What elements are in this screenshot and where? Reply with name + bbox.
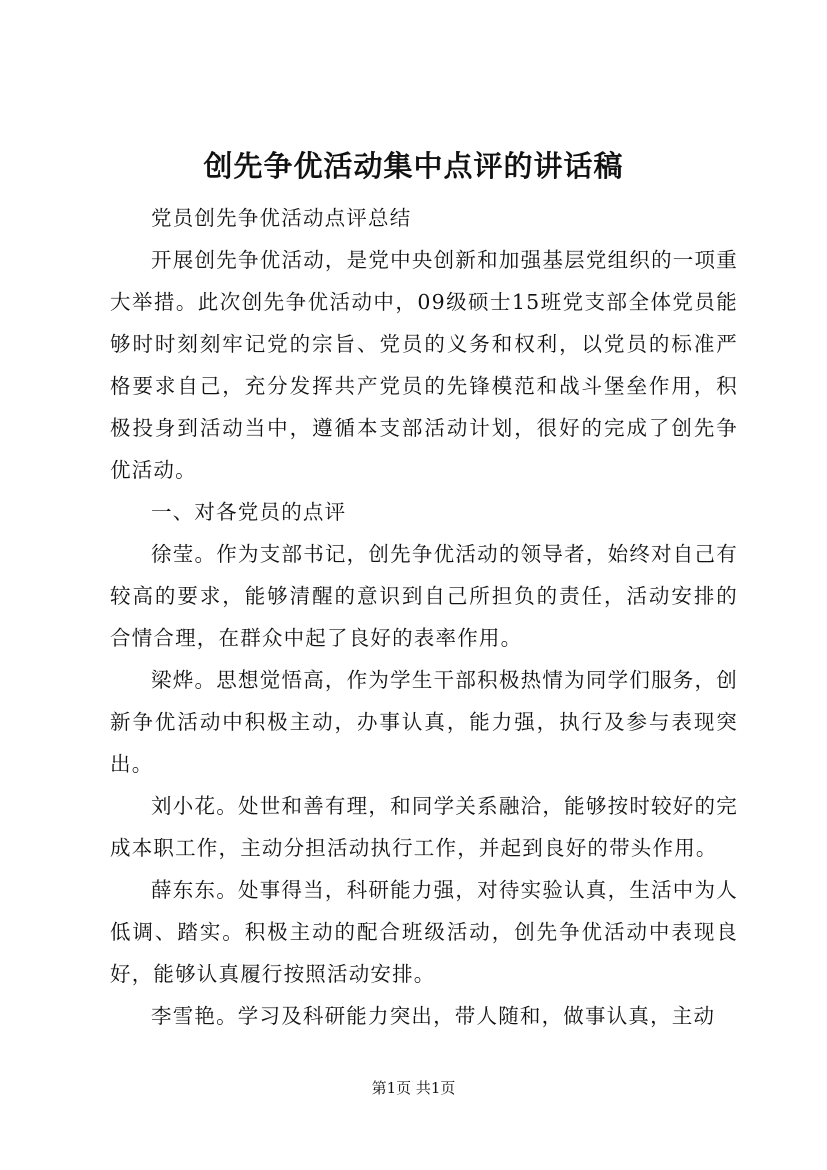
- paragraph-member-comment: 薛东东。处事得当，科研能力强，对待实验认真，生活中为人低调、踏实。积极主动的配合班级活动，创先争优活动中表现良好，能够认真履行按照活动安排。: [110, 878, 738, 986]
- document-title: 创先争优活动集中点评的讲话稿: [203, 149, 624, 183]
- paragraph-member-comment: 徐莹。作为支部书记，创先争优活动的领导者，始终对自己有较高的要求，能够清醒的意识到自己所担负的责任，活动安排的合情合理，在群众中起了良好的表率作用。: [110, 542, 738, 650]
- document-body: [110, 197, 738, 1037]
- page-number-footer: 第1页 共1页: [371, 1079, 456, 1097]
- paragraph-member-comment: 梁烨。思想觉悟高，作为学生干部积极热情为同学们服务，创新争优活动中积极主动，办事认真，能力强，执行及参与表现突出。: [110, 668, 738, 776]
- paragraph-section-heading: 一、对各党员的点评: [151, 500, 347, 524]
- paragraph-member-comment: 李雪艳。学习及科研能力突出，带人随和，做事认真，主动: [151, 1004, 716, 1028]
- paragraph-member-comment: 刘小花。处世和善有理，和同学关系融洽，能够按时较好的完成本职工作，主动分担活动执行工作，并起到良好的带头作用。: [110, 794, 738, 860]
- paragraph-subtitle: 党员创先争优活动点评总结: [151, 206, 412, 230]
- paragraph-intro: 开展创先争优活动，是党中央创新和加强基层党组织的一项重大举措。此次创先争优活动中，09级硕士15班党支部全体党员能够时时刻刻牢记党的宗旨、党员的义务和权利，以党员的标准严格要求自己，充分发挥共产党员的先锋模范和战斗堡垒作用，积极投身到活动当中，遵循本支部活动计划，很好的完成了创先争优活动。: [110, 248, 738, 482]
